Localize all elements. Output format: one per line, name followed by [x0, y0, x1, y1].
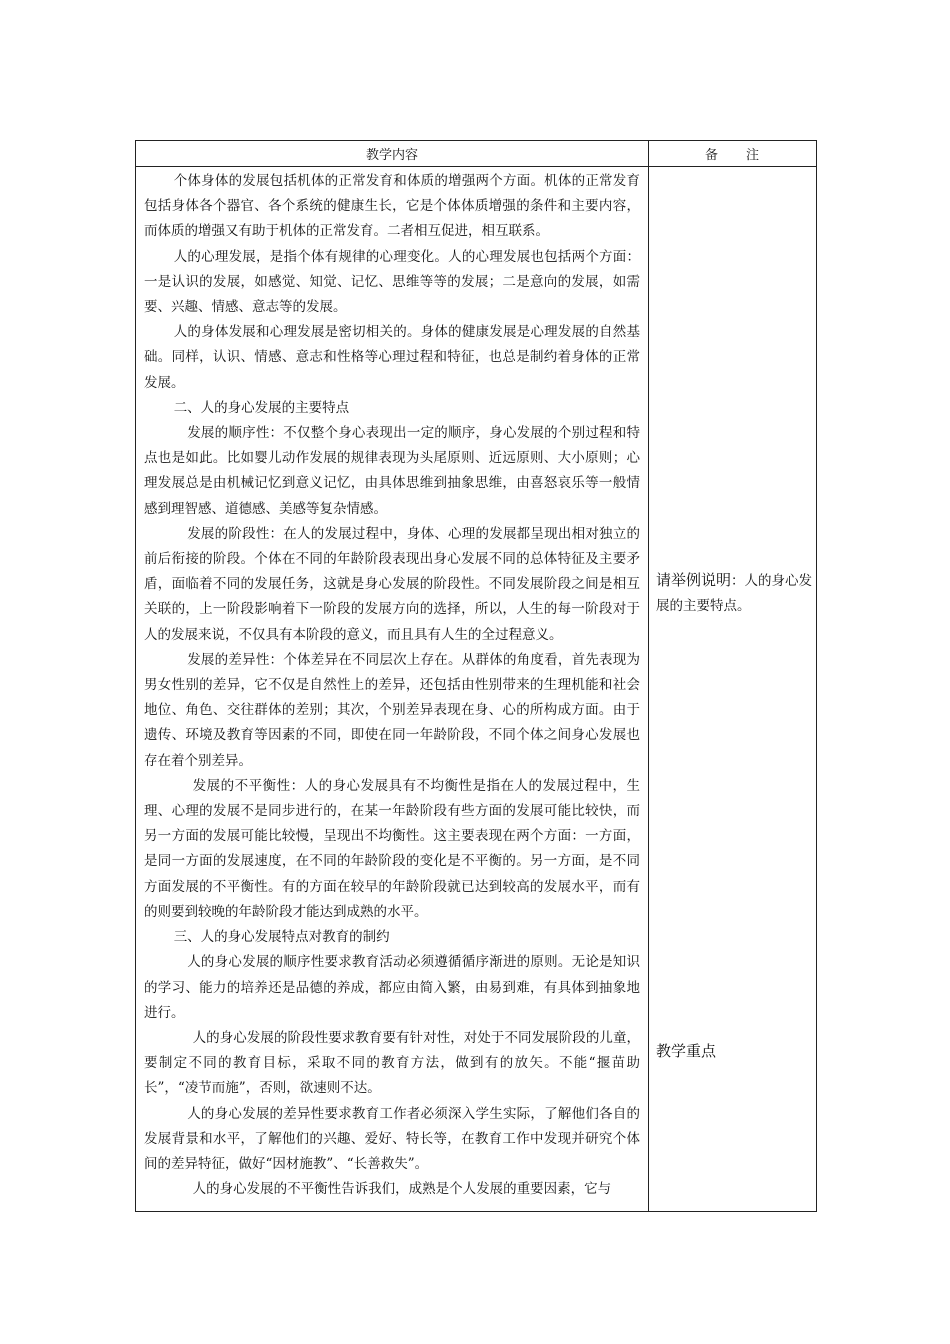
paragraph-edu-sequence: 人的身心发展的顺序性要求教育活动必须遵循循序渐进的原则。无论是知识的学习、能力的培养还是品德的养成，都应由简入繁，由易到难，有具体到抽象地进行。	[144, 954, 640, 1021]
lesson-table	[135, 140, 817, 1212]
paragraph-mind-development: 人的心理发展，是指个体有规律的心理变化。人的心理发展也包括两个方面：一是认识的发展，如感觉、知觉、记忆、思维等等的发展；二是意向的发展，如需要、兴趣、情感、意志等的发展。	[144, 248, 640, 316]
paragraph-imbalance: 发展的不平衡性：人的身心发展具有不均衡性是指在人的发展过程中，生理、心理的发展不是同步进行的，在某一年龄阶段有些方面的发展可能比较快，而另一方面的发展可能比较慢，呈现出不均衡性。这主要表现在两个方面：一方面，是同一方面的发展速度，在不同的年龄阶段的变化是不平衡的。另一方面，是不同方面发展的不平衡性。有的方面在较早的年龄阶段就已达到较高的发展水平，而有的则要到较晚的年龄阶段才能达到成熟的水平。	[144, 777, 640, 920]
note-example-rest: ：人的身心发展的主要特点。	[656, 573, 813, 614]
paragraph-body-development: 个体身体的发展包括机体的正常发育和体质的增强两个方面。机体的正常发育包括身体各个器官、各个系统的健康生长，它是个体体质增强的条件和主要内容，而体质的增强又有助于机体的正常发育。二者相互促进，相互联系。	[144, 173, 640, 240]
paragraph-edu-stage: 人的身心发展的阶段性要求教育要有针对性，对处于不同发展阶段的儿童，要制定不同的教育目标，采取不同的教育方法，做到有的放矢。不能“揠苗助长”，“凌节而施”，否则，欲速则不达。	[144, 1029, 640, 1097]
note-example	[656, 568, 812, 619]
note-key-point: 教学重点	[656, 1042, 717, 1060]
paragraph-difference: 发展的差异性：个体差异在不同层次上存在。从群体的角度看，首先表现为男女性别的差异，它不仅是自然性上的差异，还包括由性别带来的生理机能和社会地位、角色、交往群体的差别；其次，个别差异表现在身、心的所构成方面。由于遗传、环境及教育等因素的不同，即使在同一年龄阶段，不同个体之间身心发展也存在着个别差异。	[144, 651, 640, 769]
paragraph-stage: 发展的阶段性：在人的发展过程中，身体、心理的发展都呈现出相对独立的前后衔接的阶段。个体在不同的年龄阶段表现出身心发展不同的总体特征及主要矛盾，面临着不同的发展任务，这就是身心发展的阶段性。不同发展阶段之间是相互关联的，上一阶段影响着下一阶段的发展方向的选择，所以，人生的每一阶段对于人的发展来说，不仅具有本阶段的意义，而且具有人生的全过程意义。	[144, 525, 640, 643]
note-example-prefix: 请举例说明	[656, 571, 732, 589]
header-divider	[136, 166, 816, 167]
section-heading-2: 二、人的身心发展的主要特点	[173, 399, 350, 416]
paragraph-sequence: 发展的顺序性：不仅整个身心表现出一定的顺序，身心发展的个别过程和特点也是如此。比如婴儿动作发展的规律表现为头尾原则、近远原则、大小原则；心理发展总是由机械记忆到意义记忆，由具体思维到抽象思维，由喜怒哀乐等一般情感到理智感、道德感、美感等复杂情感。	[144, 425, 640, 517]
section-heading-3: 三、人的身心发展特点对教育的制约	[173, 929, 390, 946]
header-notes: 备注	[704, 148, 787, 163]
teaching-content	[144, 169, 640, 1202]
paragraph-edu-imbalance: 人的身心发展的不平衡性告诉我们，成熟是个人发展的重要因素，它与	[192, 1181, 612, 1198]
column-divider	[648, 141, 649, 1211]
paragraph-body-mind-relation: 人的身体发展和心理发展是密切相关的。身体的健康发展是心理发展的自然基础。同样，认识、情感、意志和性格等心理过程和特征，也总是制约着身体的正常发展。	[144, 324, 640, 391]
header-teaching-content: 教学内容	[365, 148, 418, 163]
paragraph-edu-difference: 人的身心发展的差异性要求教育工作者必须深入学生实际，了解他们各自的发展背景和水平，了解他们的兴趣、爱好、特长等，在教育工作中发现并研究个体间的差异特征，做好“因材施教”、“长善救失”。	[144, 1105, 640, 1172]
